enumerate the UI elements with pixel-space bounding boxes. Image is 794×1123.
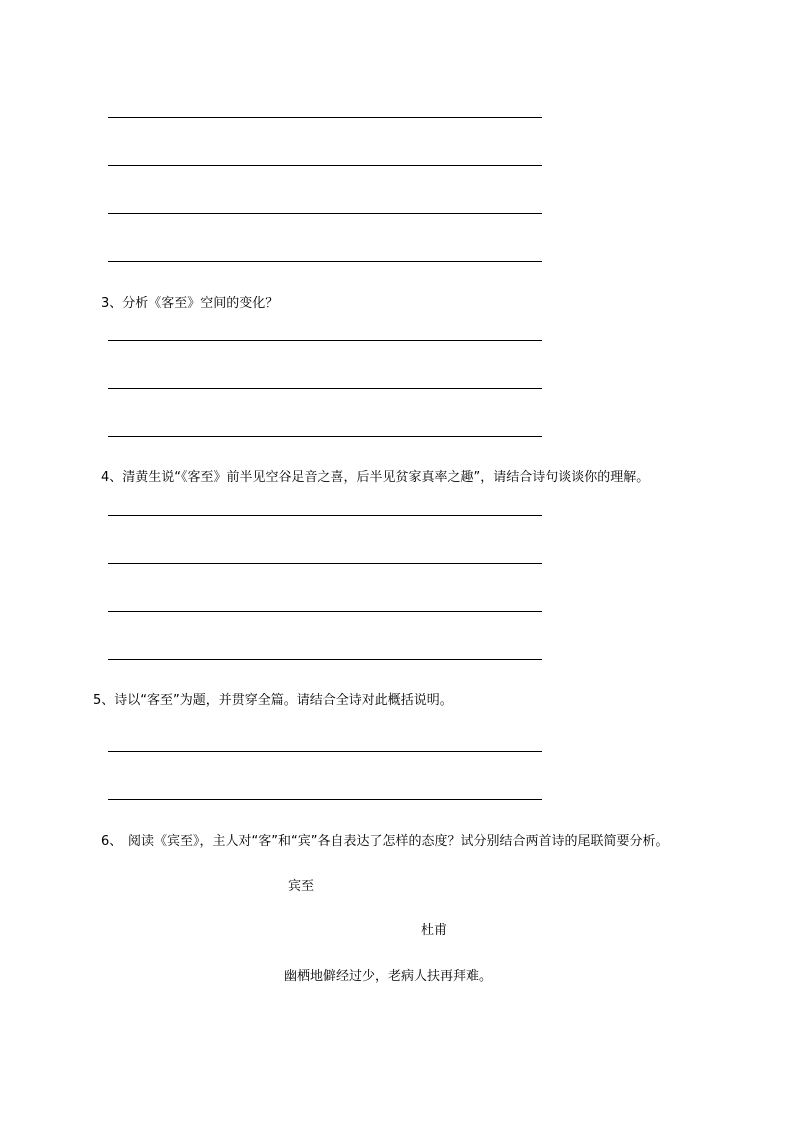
- answer-line: [108, 165, 542, 166]
- answer-line: [108, 611, 542, 612]
- answer-line: [108, 799, 542, 800]
- answer-line: [108, 515, 542, 516]
- poem-title: 宾至: [288, 879, 315, 894]
- answer-line: [108, 261, 542, 262]
- answer-line: [108, 659, 542, 660]
- answer-line: [108, 340, 542, 341]
- answer-line: [108, 563, 542, 564]
- question-3: 3、分析《客至》空间的变化？: [101, 296, 279, 311]
- poem-line: 幽栖地僻经过少，老病人扶再拜难。: [284, 969, 493, 984]
- question-6-number: 6、: [101, 834, 123, 849]
- answer-line: [108, 388, 542, 389]
- answer-line: [108, 436, 542, 437]
- poem-author: 杜甫: [421, 923, 448, 938]
- answer-line: [108, 213, 542, 214]
- question-6: 阅读《宾至》，主人对“客”和“宾”各自表达了怎样的态度？试分别结合两首诗的尾联简要分析。: [128, 834, 669, 849]
- question-5: 5、诗以“客至”为题，并贯穿全篇。请结合全诗对此概括说明。: [93, 693, 453, 708]
- answer-line: [108, 117, 542, 118]
- question-4: 4、清黄生说“《客至》前半见空谷足音之喜，后半见贫家真率之趣”，请结合诗句谈谈你的理解。: [101, 470, 650, 485]
- answer-line: [108, 751, 542, 752]
